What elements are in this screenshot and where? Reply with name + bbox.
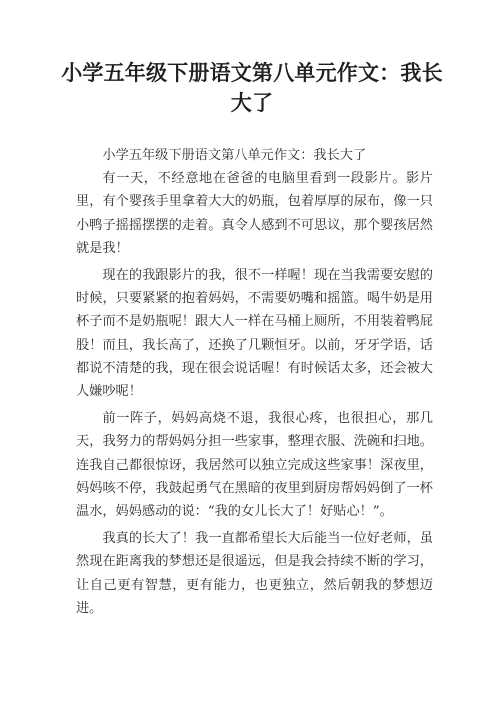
page-title: 小学五年级下册语文第八单元作文：我长大了 [61, 60, 443, 115]
paragraph-1: 有一天，不经意地在爸爸的电脑里看到一段影片。影片里，有个婴孩手里拿着大大的奶瓶，包着厚厚的尿布，像一只小鸭子摇摇摆摆的走着。真令人感到不可思议，那个婴孩居然就是我！ [76, 171, 433, 256]
paragraph-2: 现在的我跟影片的我，很不一样喔！现在当我需要安慰的时候，只要紧紧的抱着妈妈，不需要奶嘴和摇篮。喝牛奶是用杯子而不是奶瓶呢！跟大人一样在马桶上厕所，不用装着鸭屁股！而且，我长高了，还换了几颗恒牙。以前，牙牙学语，话都说不清楚的我，现在很会说话喔！有时候话太多，还会被大人嫌吵呢！ [76, 268, 433, 400]
paragraph-subtitle: 小学五年级下册语文第八单元作文：我长大了 [102, 148, 367, 163]
paragraph-3: 前一阵子，妈妈高烧不退，我很心疼，也很担心，那几天，我努力的帮妈妈分担一些家事，整理衣服、洗碗和扫地。连我自己都很惊讶，我居然可以独立完成这些家事！深夜里，妈妈咳不停，我鼓起勇气在黑暗的夜里到厨房帮妈妈倒了一杯温水，妈妈感动的说：“我的女儿长大了！好贴心！”。 [76, 411, 433, 520]
article-body [76, 144, 433, 624]
paragraph-4: 我真的长大了！我一直都希望长大后能当一位好老师，虽然现在距离我的梦想还是很遥远，但是我会持续不断的学习，让自己更有智慧，更有能力，也更独立，然后朝我的梦想迈进。 [76, 531, 433, 616]
